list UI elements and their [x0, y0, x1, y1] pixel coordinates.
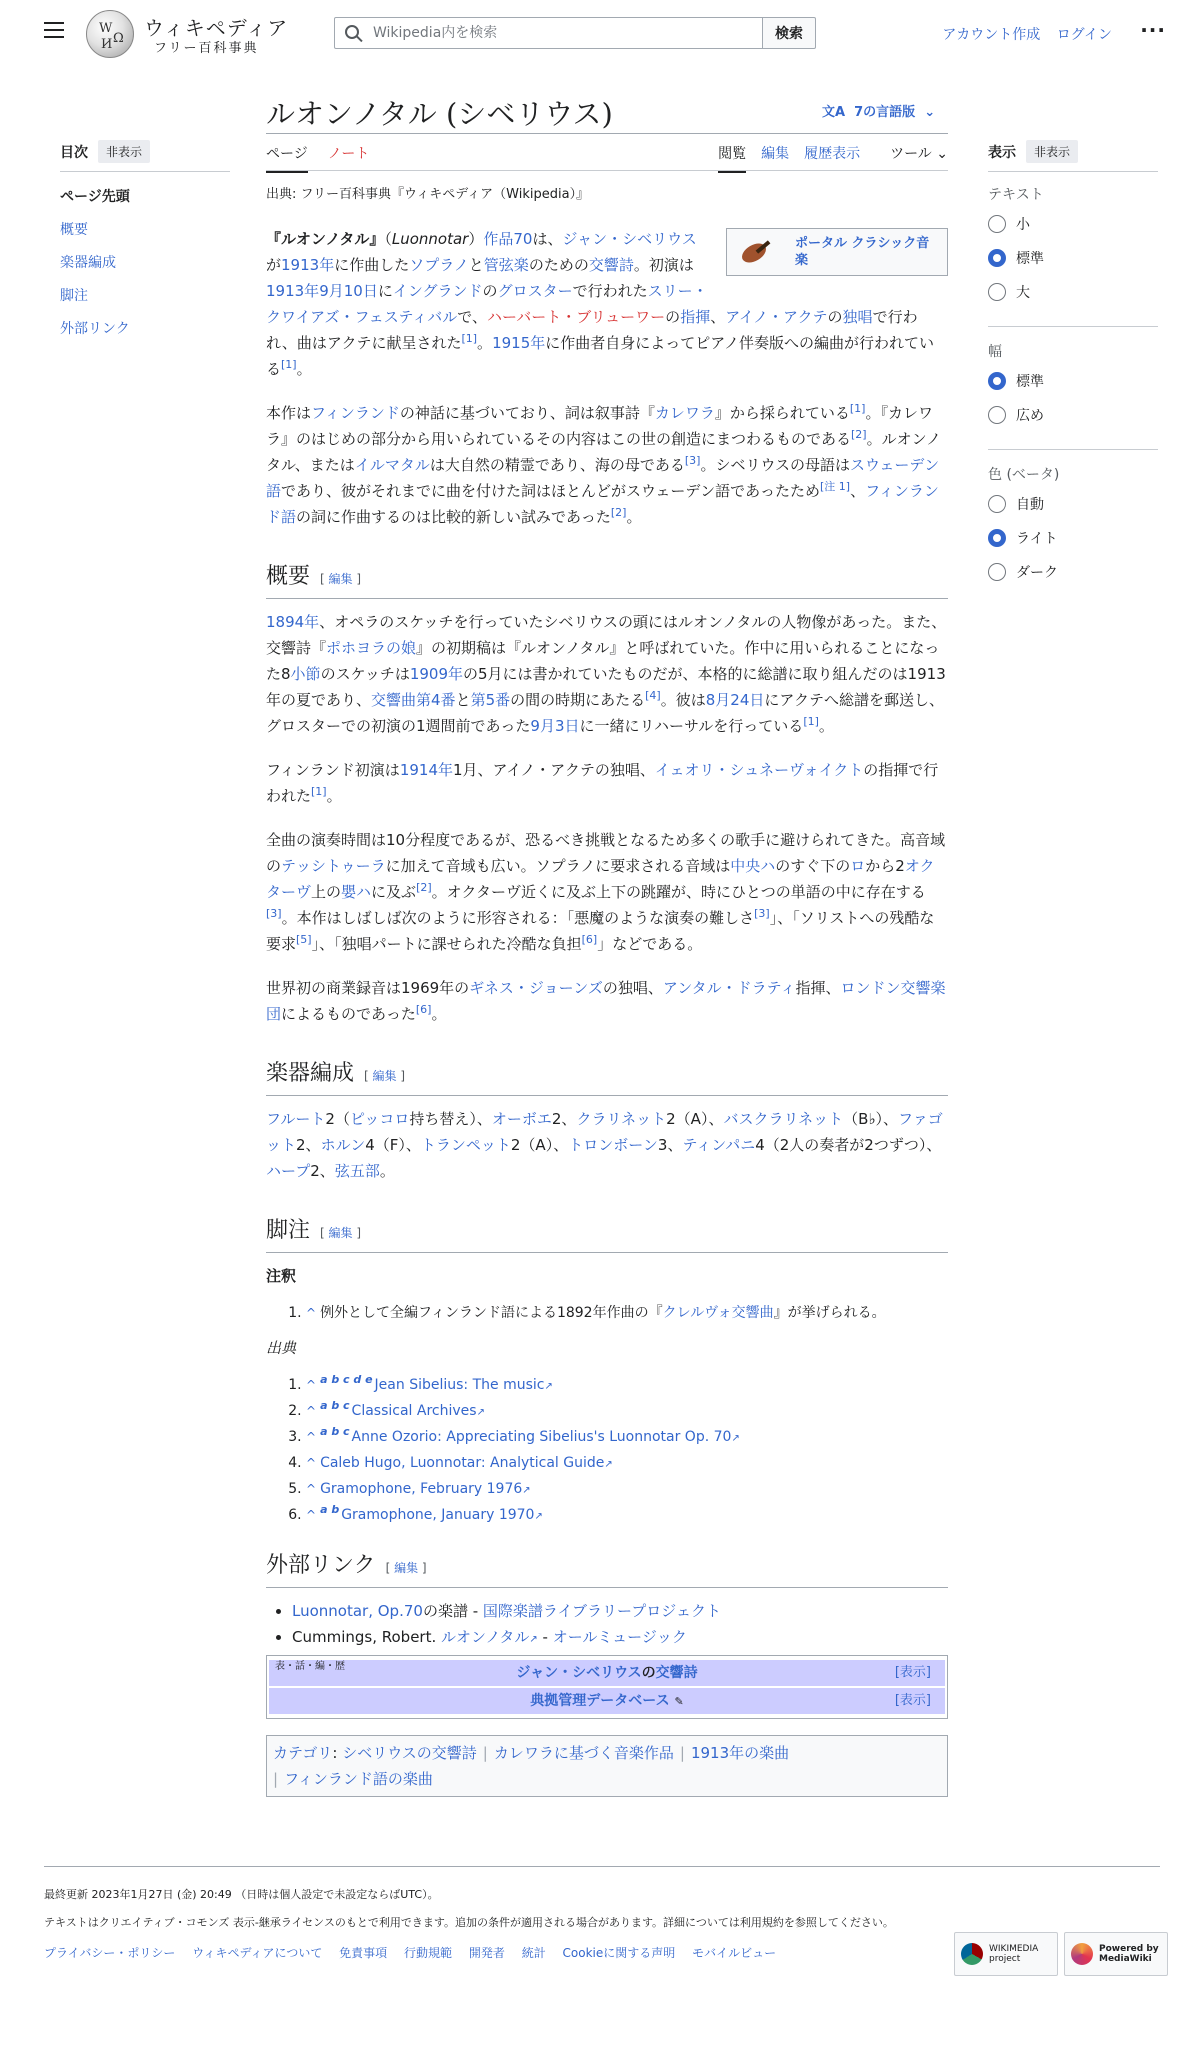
login-link[interactable]: ログイン	[1056, 27, 1112, 43]
search-input[interactable]	[371, 21, 691, 45]
external-link-icon: ↗	[522, 1485, 531, 1496]
external-link-icon: ↗	[534, 1511, 543, 1522]
appearance-panel	[988, 140, 1158, 620]
wikimedia-badge[interactable]: WIKIMEDIA project	[954, 1932, 1058, 1976]
overview-paragraph-4: 世界初の商業録音は1969年のギネス・ジョーンズの独唱、アンタル・ドラティ指揮、ロンドン交響楽団によるものであった[6]。	[266, 979, 946, 1023]
list-item: 2. ^ $^{a b c}$ Classical Archives↗	[306, 1399, 948, 1425]
toc-item-notes[interactable]: 脚注	[60, 288, 88, 304]
ref-link[interactable]: Anne Ozorio: Appreciating Sibelius's Luonnotar Op. 70	[351, 1429, 732, 1445]
toc-item-overview[interactable]: 概要	[60, 222, 88, 238]
instrumentation-paragraph: フルート2（ピッコロ持ち替え）、オーボエ2、クラリネット2（A）、バスクラリネット（B♭）、ファゴット2、ホルン4（F）、トランペット2（A）、トロンボーン3、ティンパニ4（2人の奏者が2つずつ）、ハープ2、弦五部。	[266, 1110, 943, 1180]
search-icon	[345, 25, 359, 39]
color-light[interactable]: ライト	[988, 528, 1158, 548]
navbox-authority-control: 典拠管理データベース ✎ [表示]	[269, 1688, 945, 1714]
pencil-icon[interactable]: ✎	[674, 1695, 684, 1708]
navbox	[266, 1655, 948, 1719]
category-link[interactable]: フィンランド語の楽曲	[284, 1770, 433, 1788]
tab-history[interactable]: 履歴表示	[804, 146, 861, 162]
search-box	[334, 17, 764, 49]
categories-label[interactable]: カテゴリ	[273, 1744, 333, 1762]
lead-paragraph-2: 本作はフィンランドの神話に基づいており、詞は叙事詩『カレワラ』から採られている[1]。『カレワラ』のはじめの部分から用いられているその内容はこの世の創造にまつわるものである[2]。ルオンノタル、またはイルマタルは大自然の精霊であり、海の母である[3]。シベリウスの母語はスウェーデン語であり、彼がそれまでに曲を付けた詞はほとんどがスウェーデン語であったため[注 1]、フィンランド語の詞に作曲するのは比較的新しい試みであった[2]。	[266, 402, 942, 526]
violin-icon	[735, 237, 775, 267]
width-label: 幅	[988, 344, 1002, 360]
portal-box[interactable]	[726, 228, 948, 276]
toc-item-top[interactable]: ページ先頭	[60, 189, 130, 205]
footer-link-cookies[interactable]: Cookieに関する声明	[562, 1946, 676, 1960]
color-auto[interactable]: 自動	[988, 494, 1158, 514]
portal-link[interactable]: ポータル クラシック音楽	[795, 236, 930, 268]
list-item: 3. ^ $^{a b c}$ Anne Ozorio: Appreciating Sibelius's Luonnotar Op. 70↗	[306, 1425, 948, 1451]
color-dark[interactable]: ダーク	[988, 562, 1158, 582]
footer-link-stats[interactable]: 統計	[521, 1946, 546, 1960]
text-size-label: テキスト	[988, 187, 1044, 203]
category-link[interactable]: シベリウスの交響詩	[342, 1744, 477, 1762]
toc-hide-button[interactable]: 非表示	[98, 140, 150, 163]
tab-talk[interactable]: ノート	[327, 146, 370, 162]
edit-instrumentation-link[interactable]: 編集	[372, 1069, 397, 1083]
wikimedia-logo-icon	[961, 1943, 983, 1965]
edit-overview-link[interactable]: 編集	[328, 572, 353, 586]
ref-link[interactable]: Caleb Hugo, Luonnotar: Analytical Guide	[320, 1455, 605, 1471]
text-size-standard[interactable]: 標準	[988, 248, 1158, 268]
footer-link-mobile[interactable]: モバイルビュー	[692, 1946, 777, 1960]
list-item: 1. ^ 例外として全編フィンランド語による1892年作曲の『クレルヴォ交響曲』が挙げられる。	[306, 1301, 948, 1325]
external-links-list	[266, 1598, 948, 1653]
navbox-show-button[interactable]: [表示]	[894, 1665, 931, 1680]
tab-tools[interactable]: ツール ⌄	[890, 146, 948, 162]
translate-icon: 文A	[822, 105, 846, 120]
mediawiki-badge[interactable]: Powered by MediaWiki	[1064, 1932, 1168, 1976]
list-item: 1. ^ $^{a b c d e}$ Jean Sibelius: The music↗	[306, 1373, 948, 1399]
footer-link-privacy[interactable]: プライバシー・ポリシー	[44, 1946, 176, 1960]
color-label: 色 (ベータ)	[988, 467, 1060, 483]
lead-paragraph-1: 『ルオンノタル』（Luonnotar）作品70は、ジャン・シベリウスが1913年に作曲したソプラノと管弦楽のための交響詩。初演は1913年9月10日にイングランドのグロスターで行われたスリー・クワイアズ・フェスティバルで、ハーバート・ブリューワーの指揮、アイノ・アクテの独唱で行われ、曲はアクテに献呈された[1]。1915年に作曲者自身によってピアノ伴奏版への編曲が行われている[1]。	[266, 230, 935, 378]
overview-paragraph-3: 全曲の演奏時間は10分程度であるが、恐るべき挑戦となるため多くの歌手に避けられてきた。高音域のテッシトゥーラに加えて音域も広い。ソプラノに要求される音域は中央ハのすぐ下のロから2オクターヴ上の嬰ハに及ぶ[2]。オクターヴ近くに及ぶ上下の跳躍が、時にひとつの単語の中に存在する[3]。本作はしばしば次のように形容される：「悪魔のような演奏の難しさ[3]」、「ソリストへの残酷な要求[5]」、「独唱パートに課せられた冷酷な負担[6]」などである。	[266, 831, 946, 953]
footer-link-about[interactable]: ウィキペディアについて	[192, 1946, 323, 1960]
vte-links[interactable]: 表・話・編・歴	[275, 1661, 345, 1672]
language-button[interactable]	[822, 101, 935, 120]
namespace-tabs	[266, 143, 389, 173]
ref-link[interactable]: Classical Archives	[351, 1403, 477, 1419]
last-edit: 最終更新 2023年1月27日 (金) 20:49 （日時は個人設定で未設定ならばUTC）。	[44, 1888, 439, 1901]
table-of-contents	[60, 140, 230, 351]
tab-edit[interactable]: 編集	[761, 146, 790, 162]
tabs-divider	[266, 170, 948, 171]
main-menu-button[interactable]	[44, 22, 64, 38]
ref-link[interactable]: Gramophone, February 1976	[320, 1481, 523, 1497]
chevron-down-icon: ⌄	[924, 105, 936, 120]
language-count: 7の言語版	[854, 105, 916, 120]
external-link-icon: ↗	[529, 1634, 538, 1645]
kullervo-link[interactable]: クレルヴォ交響曲	[662, 1305, 774, 1321]
toc-item-links[interactable]: 外部リンク	[60, 321, 130, 337]
article-body	[266, 182, 948, 1797]
footer-link-disclaimer[interactable]: 免責事項	[339, 1946, 388, 1960]
appearance-title: 表示	[988, 144, 1016, 161]
text-size-small[interactable]: 小	[988, 214, 1158, 234]
list-item: 6. ^ $^{a b}$ Gramophone, January 1970↗	[306, 1503, 948, 1529]
width-wide[interactable]: 広め	[988, 405, 1158, 425]
section-overview: 概要 [ 編集 ]	[266, 562, 948, 599]
external-link-icon: ↗	[476, 1407, 485, 1418]
tab-page[interactable]: ページ	[266, 143, 308, 173]
list-item: 5. ^ Gramophone, February 1976↗	[306, 1477, 948, 1503]
ellipsis-icon[interactable]: ···	[1140, 18, 1166, 42]
sources-title: 出典	[266, 1339, 297, 1357]
list-item: 4. ^ Caleb Hugo, Luonnotar: Analytical Guide↗	[306, 1451, 948, 1477]
overview-paragraph-2: フィンランド初演は1914年1月、アイノ・アクテの独唱、イェオリ・シュネーヴォイクトの指揮で行われた[1]。	[266, 761, 939, 805]
title-divider	[266, 133, 948, 134]
appearance-hide-button[interactable]: 非表示	[1026, 140, 1078, 163]
tab-read[interactable]: 閲覧	[718, 143, 746, 173]
section-notes: 脚注 [ 編集 ]	[266, 1216, 948, 1253]
create-account-link[interactable]: アカウント作成	[942, 27, 1041, 43]
section-instrumentation: 楽器編成 [ 編集 ]	[266, 1059, 948, 1096]
navbox-symphonic-poems: 表・話・編・歴 ジャン・シベリウスの交響詩 [表示]	[269, 1660, 945, 1686]
search-button[interactable]: 検索	[762, 17, 816, 49]
footer-link-developers[interactable]: 開発者	[468, 1946, 505, 1960]
overview-paragraph-1: 1894年、オペラのスケッチを行っていたシベリウスの頭にはルオンノタルの人物像があった。また、交響詩『ポホヨラの娘』の初期稿は『ルオンノタル』と呼ばれていた。作中に用いられることになった8小節のスケッチは1909年の5月には書かれていたものだが、本格的に総譜に取り組んだのは1913年の夏であり、交響曲第4番と第5番の間の時期にあたる[4]。彼は8月24日にアクテへ総譜を郵送し、グロスターでの初演の1週間前であった9月3日に一緒にリハーサルを行っている[1]。	[266, 613, 947, 735]
license-text: テキストはクリエイティブ・コモンズ 表示-継承ライセンスのもとで利用できます。追加の条件が適用される場合があります。詳細については利用規約を参照してください。	[44, 1916, 894, 1929]
text-size-large[interactable]: 大	[988, 282, 1158, 302]
category-link[interactable]: カレワラに基づく音楽作品	[493, 1744, 674, 1762]
annotations-list	[266, 1301, 948, 1325]
toc-item-instrumentation[interactable]: 楽器編成	[60, 255, 116, 271]
references-list	[266, 1373, 948, 1529]
page-title: ルオンノタル (シベリウス)	[266, 97, 613, 131]
toc-title: 目次	[60, 144, 88, 161]
footer-divider	[44, 1866, 1160, 1867]
ref-link[interactable]: Jean Sibelius: The music	[374, 1377, 545, 1393]
tagline: フリー百科事典	[154, 41, 259, 56]
external-link-icon: ↗	[604, 1459, 613, 1470]
category-box: カテゴリ: シベリウスの交響詩 | カレワラに基づく音楽作品 | 1913年の楽曲 | フィンランド語の楽曲	[266, 1735, 948, 1797]
edit-links-link[interactable]: 編集	[394, 1561, 419, 1575]
width-standard[interactable]: 標準	[988, 371, 1158, 391]
navbox-show-button[interactable]: [表示]	[894, 1693, 931, 1708]
wikipedia-globe-logo[interactable]: W Ω И	[86, 10, 134, 58]
list-item: • Luonnotar, Op.70の楽譜 - 国際楽譜ライブラリープロジェクト	[292, 1598, 948, 1624]
list-item: • Cummings, Robert. ルオンノタル↗ - オールミュージック	[292, 1624, 948, 1653]
category-link[interactable]: 1913年の楽曲	[690, 1744, 790, 1762]
personal-tools	[930, 24, 1112, 44]
view-tabs	[703, 143, 948, 179]
section-links: 外部リンク [ 編集 ]	[266, 1551, 948, 1588]
wordmark[interactable]: ウィキペディア	[144, 16, 289, 40]
annotations-title: 注釈	[266, 1267, 297, 1285]
footer-links	[44, 1944, 789, 1961]
ref-link[interactable]: Gramophone, January 1970	[341, 1507, 535, 1523]
edit-notes-link[interactable]: 編集	[328, 1226, 353, 1240]
external-link-icon: ↗	[544, 1381, 553, 1392]
external-link-icon: ↗	[731, 1433, 740, 1444]
mediawiki-logo-icon	[1071, 1943, 1093, 1965]
source-line: 出典: フリー百科事典『ウィキペディア（Wikipedia）』	[266, 187, 590, 202]
footer-link-coc[interactable]: 行動規範	[404, 1946, 453, 1960]
